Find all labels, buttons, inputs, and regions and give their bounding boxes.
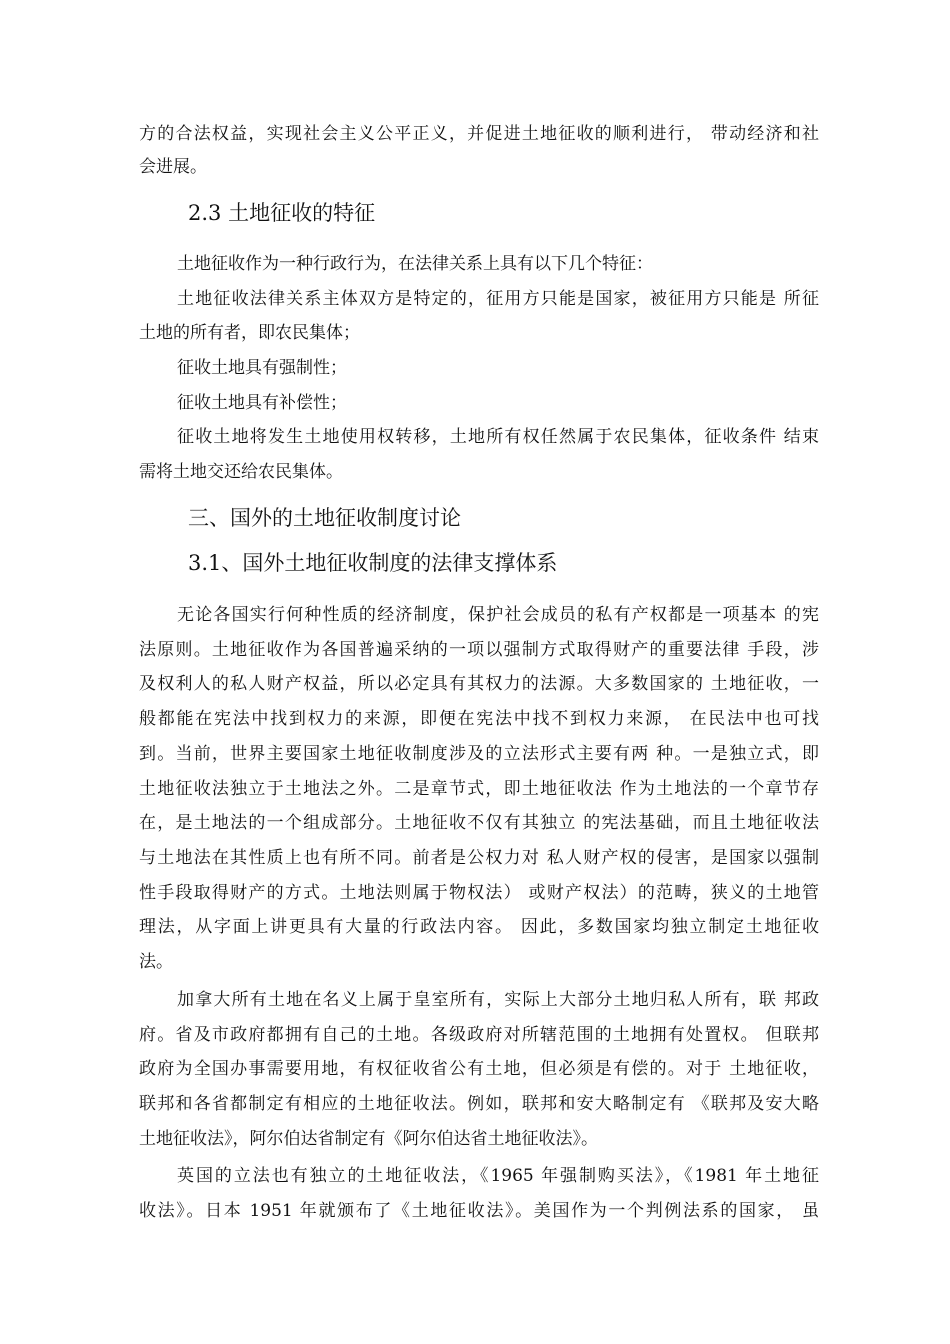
body-line: 土地征收法》，阿尔伯达省制定有《阿尔伯达省土地征收法》。 bbox=[139, 1129, 598, 1149]
body-line: 法。 bbox=[139, 952, 173, 972]
body-line: 土地征收作为一种行政行为，在法律关系上具有以下几个特征： bbox=[177, 254, 653, 274]
body-line: 法原则。土地征收作为各国普遍采纳的一项以强制方式取得财产的重要法律 手段，涉 bbox=[139, 640, 819, 660]
body-line: 需将土地交还给农民集体。 bbox=[139, 462, 343, 482]
body-line: 及权利人的私人财产权益，所以必定具有其权力的法源。大多数国家的 土地征收，一 bbox=[139, 674, 819, 694]
body-line: 理法，从字面上讲更具有大量的行政法内容。 因此，多数国家均独立制定土地征收 bbox=[139, 917, 819, 937]
body-line: 政府为全国办事需要用地，有权征收省公有土地，但必须是有偿的。对于 土地征收， bbox=[139, 1059, 819, 1079]
body-line: 联邦和各省都制定有相应的土地征收法。例如，联邦和安大略制定有 《联邦及安大略 bbox=[139, 1094, 819, 1114]
body-line: 土地征收法律关系主体双方是特定的，征用方只能是国家，被征用方只能是 所征 bbox=[177, 289, 819, 309]
chapter-heading-3: 三、国外的土地征收制度讨论 bbox=[188, 506, 461, 530]
section-heading-3-1: 3.1、国外土地征收制度的法律支撑体系 bbox=[188, 551, 558, 575]
body-line: 征收土地将发生土地使用权转移，土地所有权任然属于农民集体，征收条件 结束 bbox=[177, 427, 819, 447]
body-line: 性手段取得财产的方式。土地法则属于物权法） 或财产权法）的范畴，狭义的土地管 bbox=[139, 883, 819, 903]
body-line: 无论各国实行何种性质的经济制度，保护社会成员的私有产权都是一项基本 的宪 bbox=[177, 605, 819, 625]
body-line: 土地的所有者，即农民集体； bbox=[139, 323, 360, 343]
section-heading-2-3: 2.3 土地征收的特征 bbox=[188, 201, 376, 225]
body-line: 收法》。日本 1951 年就颁布了《土地征收法》。美国作为一个判例法系的国家， 虽 bbox=[139, 1201, 819, 1221]
body-line: 与土地法在其性质上也有所不同。前者是公权力对 私人财产权的侵害，是国家以强制 bbox=[139, 848, 819, 868]
body-line: 征收土地具有强制性； bbox=[177, 358, 347, 378]
body-line: 土地征收法独立于土地法之外。二是章节式，即土地征收法 作为土地法的一个章节存 bbox=[139, 779, 819, 799]
body-line: 府。省及市政府都拥有自己的土地。各级政府对所辖范围的土地拥有处置权。 但联邦 bbox=[139, 1025, 819, 1045]
body-line: 会进展。 bbox=[139, 157, 207, 177]
body-line: 到。当前，世界主要国家土地征收制度涉及的立法形式主要有两 种。一是独立式，即 bbox=[139, 744, 819, 764]
body-line: 方的合法权益，实现社会主义公平正义，并促进土地征收的顺利进行， 带动经济和社 bbox=[139, 124, 819, 144]
body-line: 英国的立法也有独立的土地征收法，《1965 年强制购买法》，《1981 年土地征 bbox=[177, 1166, 819, 1186]
body-line: 征收土地具有补偿性； bbox=[177, 393, 347, 413]
body-line: 在，是土地法的一个组成部分。土地征收不仅有其独立 的宪法基础，而且土地征收法 bbox=[139, 813, 819, 833]
body-line: 般都能在宪法中找到权力的来源，即便在宪法中找不到权力来源， 在民法中也可找 bbox=[139, 709, 819, 729]
body-line: 加拿大所有土地在名义上属于皇室所有，实际上大部分土地归私人所有，联 邦政 bbox=[177, 990, 819, 1010]
